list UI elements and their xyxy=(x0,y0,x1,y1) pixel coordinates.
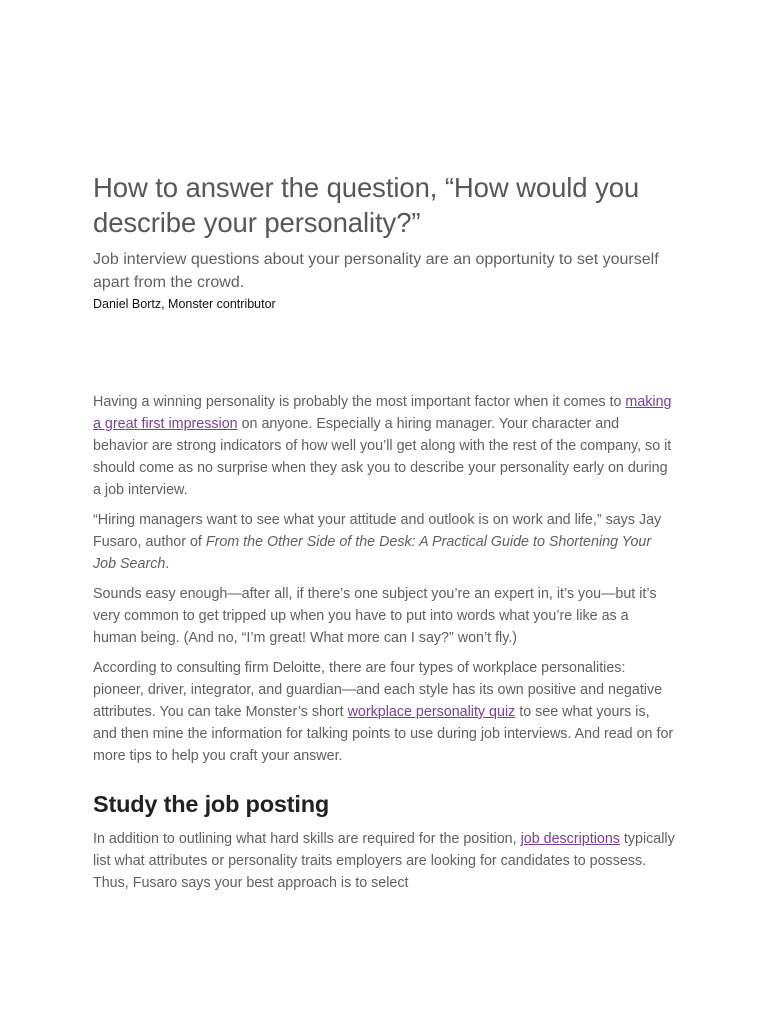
paragraph-text: . xyxy=(165,556,170,572)
article-title: How to answer the question, “How would you describe your personality?” xyxy=(93,172,640,238)
personality-quiz-link[interactable]: workplace personality quiz xyxy=(347,704,516,720)
paragraph-text: on anyone. Especially a hiring manager. Your character and behavior are strong indicators of how well you’ll get along with the rest of the company, so it should come as no surprise when they ask you to describe your personality early on during a job interview. xyxy=(93,416,672,498)
paragraph-text: In addition to outlining what hard skills are required for the position, xyxy=(93,831,521,847)
paragraph-text: According to consulting firm Deloitte, there are four types of workplace personalities: pioneer, driver, integrator, and guardian—and each style has its own positive and negative attributes. You can take Monster’s short xyxy=(93,660,663,720)
paragraph-deloitte xyxy=(93,657,675,767)
job-descriptions-link[interactable]: job descriptions xyxy=(520,831,620,847)
paragraph-text: Having a winning personality is probably the most important factor when it comes to xyxy=(93,394,626,410)
article-body xyxy=(93,391,675,894)
paragraph-intro xyxy=(93,391,675,501)
book-title: From the Other Side of the Desk: A Practical Guide to Shortening Your Job Search xyxy=(93,534,652,572)
paragraph-text: typically list what attributes or personality traits employers are looking for candidates to possess. Thus, Fusaro says your best approach is to select xyxy=(93,831,675,891)
article xyxy=(93,170,675,902)
paragraph-text: “Hiring managers want to see what your attitude and outlook is on work and life,” says Jay Fusaro, author of xyxy=(93,512,662,550)
article-byline: Daniel Bortz, Monster contributor xyxy=(93,297,276,311)
paragraph-quote xyxy=(93,509,675,575)
paragraph-text: to see what yours is, and then mine the information for talking points to use during job interviews. And read on for more tips to help you craft your answer. xyxy=(93,704,674,764)
article-subtitle: Job interview questions about your personality are an opportunity to set yourself apart from the crowd. xyxy=(93,251,659,291)
first-impression-link[interactable]: making a great first impression xyxy=(93,394,672,432)
paragraph-sounds-easy xyxy=(93,583,675,649)
paragraph-job-posting xyxy=(93,828,675,894)
paragraph-text: Sounds easy enough—after all, if there’s one subject you’re an expert in, it’s you—but it’s very common to get tripped up when you have to put into words what you’re like as a human being. (And no, “I’m great! What more can I say?” won’t fly.) xyxy=(93,586,657,646)
section-heading-study-job-posting: Study the job posting xyxy=(93,791,329,817)
